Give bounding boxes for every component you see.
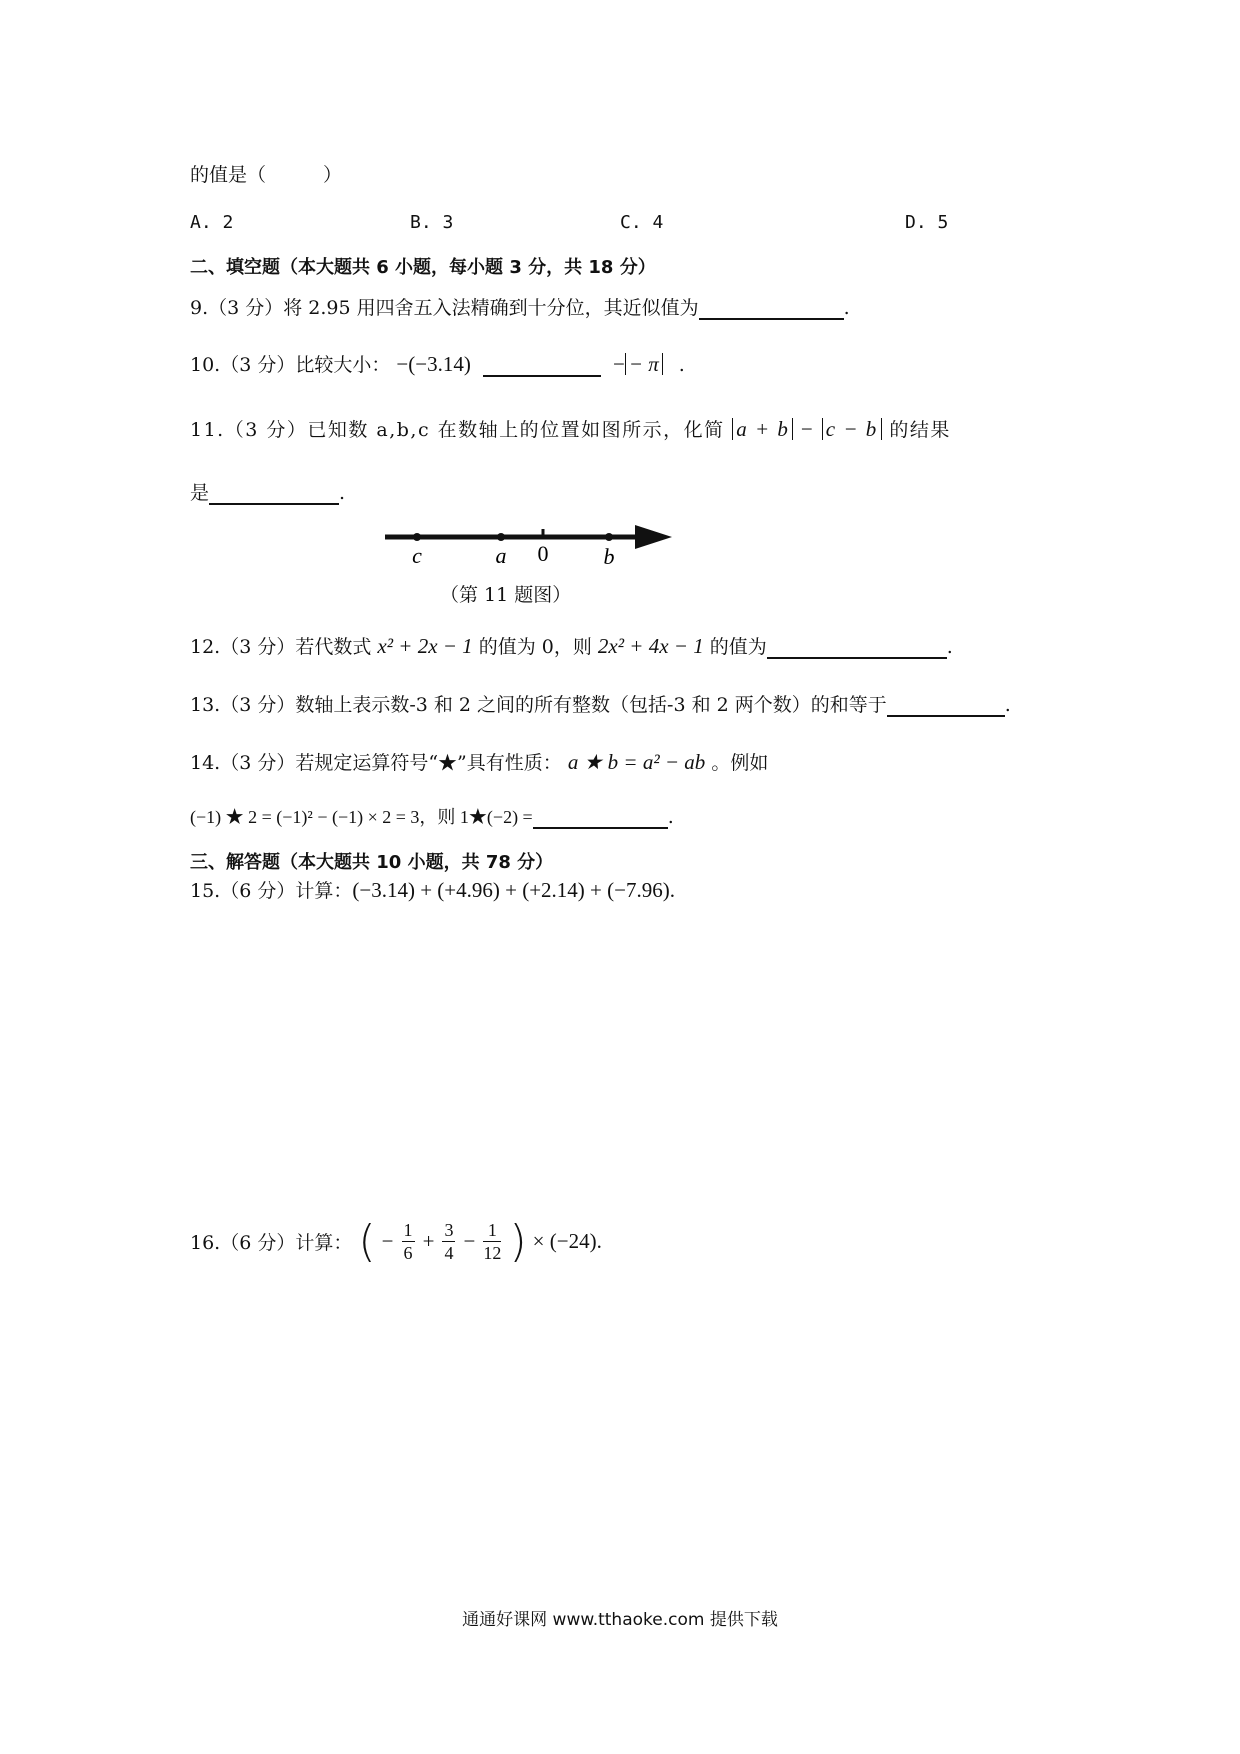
q16-left-paren: (	[358, 1216, 376, 1267]
q10-left-expr: −(−3.14)	[396, 352, 471, 376]
q13-text: 13.（3 分）数轴上表示数-3 和 2 之间的所有整数（包括-3 和 2 两个数）的和等于	[190, 694, 887, 716]
label-a: a	[495, 543, 507, 568]
q16-f3-den: 12	[483, 1243, 502, 1263]
label-b: b	[603, 544, 615, 569]
question-14-line2	[190, 803, 674, 829]
q16-f1-den: 6	[403, 1243, 413, 1263]
q15-expr: (−3.14) + (+4.96) + (+2.14) + (−7.96).	[352, 878, 675, 902]
q12-expr1: x² + 2x − 1	[377, 634, 473, 658]
q16-f2-num: 3	[444, 1220, 454, 1240]
question-16	[190, 1216, 602, 1267]
number-line-arrow	[635, 525, 672, 549]
q9-text: 9.（3 分）将 2.95 用四舍五入法精确到十分位，其近似值为	[190, 297, 699, 319]
option-d: D. 5	[905, 212, 949, 233]
q16-text: 16.（6 分）计算：	[190, 1232, 353, 1254]
q12-mid: 的值为 0，则	[478, 636, 592, 658]
question-15	[190, 876, 675, 903]
point-a	[497, 533, 505, 541]
q16-f2-den: 4	[444, 1243, 454, 1263]
section-3-heading: 三、解答题（本大题共 10 小题，共 78 分）	[190, 852, 554, 873]
figure-caption: （第 11 题图）	[440, 584, 572, 606]
question-13	[190, 690, 1011, 717]
q14-suffix: 。例如	[711, 752, 769, 774]
q11-minus: −	[800, 417, 815, 441]
q16-tail: × (−24).	[532, 1229, 602, 1253]
q16-f3-sign: −	[463, 1229, 476, 1253]
point-b	[605, 533, 613, 541]
q12-text: 12.（3 分）若代数式	[190, 636, 372, 658]
point-c	[413, 533, 421, 541]
q13-end: .	[1004, 694, 1011, 716]
q10-end: .	[678, 354, 685, 376]
question-9	[190, 293, 850, 320]
q11-text: 11.（3 分）已知数 a,b,c 在数轴上的位置如图所示，化简	[190, 419, 725, 441]
q12-expr2: 2x² + 4x − 1	[597, 634, 704, 658]
q15-text: 15.（6 分）计算：	[190, 880, 353, 902]
option-c: C. 4	[620, 212, 664, 233]
q10-right-sign: −	[612, 352, 625, 376]
q12-suffix: 的值为	[709, 636, 767, 658]
q16-f3-num: 1	[483, 1219, 501, 1242]
q9-answer-blank[interactable]	[699, 298, 844, 320]
question-14	[190, 748, 768, 775]
question-8-tail: 的值是（ ）	[190, 164, 343, 186]
q16-f1-sign: −	[381, 1229, 394, 1253]
section-2-heading: 二、填空题（本大题共 6 小题，每小题 3 分，共 18 分）	[190, 257, 656, 278]
q11-suffix: 的结果	[889, 419, 951, 441]
q14-example: (−1) ★ 2 = (−1)² − (−1) × 2 = 3，则 1★(−2) =	[190, 807, 533, 827]
q16-fraction-3	[483, 1219, 501, 1264]
q11-line2: 是	[190, 482, 210, 504]
footer-credit: 通通好课网 www.tthaoke.com 提供下载	[462, 1610, 778, 1630]
q14-end: .	[667, 806, 674, 828]
q12-answer-blank[interactable]	[767, 637, 947, 659]
q14-text: 14.（3 分）若规定运算符号“★”具有性质：	[190, 752, 562, 774]
question-12	[190, 632, 953, 659]
q10-abs-pi: − π	[625, 353, 663, 375]
option-b: B. 3	[410, 212, 454, 233]
q9-end: .	[843, 297, 850, 319]
q11-abs-a-plus-b: a + b	[732, 418, 793, 440]
q11-abs-c-minus-b: c − b	[822, 418, 882, 440]
q10-answer-blank[interactable]	[483, 355, 601, 377]
question-11-line2	[190, 478, 345, 505]
q16-f1-num: 1	[403, 1220, 413, 1240]
q16-fraction-2	[442, 1219, 455, 1264]
q14-expr: a ★ b = a² − ab	[567, 750, 706, 774]
option-a: A. 2	[190, 212, 234, 233]
label-zero: 0	[537, 541, 549, 566]
question-11	[190, 415, 951, 442]
q11-answer-blank[interactable]	[209, 483, 339, 505]
label-c: c	[412, 543, 422, 568]
q16-right-paren: )	[509, 1216, 527, 1267]
q11-end: .	[339, 482, 346, 504]
q16-f2-sign: +	[422, 1229, 435, 1253]
question-10	[190, 350, 685, 377]
q12-end: .	[946, 636, 953, 658]
q13-answer-blank[interactable]	[887, 695, 1005, 717]
q16-fraction-1	[402, 1219, 415, 1264]
q10-text: 10.（3 分）比较大小：	[190, 354, 391, 376]
q14-answer-blank[interactable]	[533, 807, 668, 829]
